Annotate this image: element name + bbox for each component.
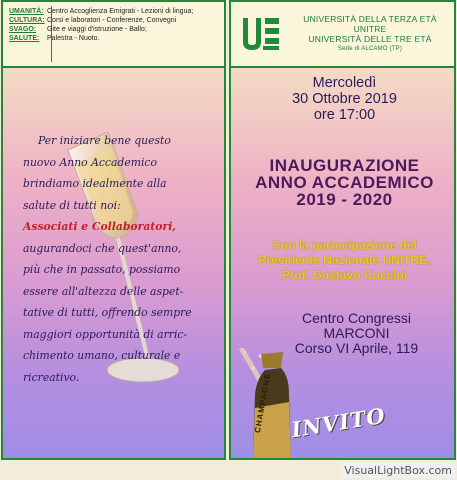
info-key: SALUTE: — [9, 35, 40, 42]
info-row-svago — [9, 26, 147, 34]
services-table — [3, 2, 224, 68]
left-panel — [1, 0, 226, 460]
quote-line: tative di tutti, offrendo sempre — [23, 306, 192, 319]
right-panel — [229, 0, 456, 460]
university-acronym: UNITRE — [353, 24, 387, 34]
participation-line: Presidente Nazionale UNITRE, — [258, 253, 431, 267]
info-row-umanita — [9, 8, 193, 16]
university-name: UNIVERSITÀ DELLA TERZA ETÀ — [303, 14, 437, 24]
participation-line: Prof. Gustavo Cuccini — [281, 268, 408, 282]
info-key: CULTURA: — [9, 17, 45, 24]
university-name-alt: UNIVERSITÀ DELLE TRE ETÀ — [308, 34, 432, 44]
quote-line: nuovo Anno Accademico — [23, 155, 157, 169]
date-time: ore 17:00 — [313, 107, 376, 123]
quote-line: maggiori opportunità di arric- — [23, 327, 188, 341]
quote-line: essere all'altezza delle aspet- — [23, 284, 184, 298]
quote-line: chimento umano, culturale e — [23, 349, 181, 362]
university-location: Sede di ALCAMO (TP) — [337, 46, 403, 52]
date-weekday: Mercoledì — [312, 75, 377, 91]
info-value: Corsi e laboratori - Conferenze, Convegni — [47, 17, 177, 24]
quote-line: Per iniziare bene questo — [38, 134, 171, 147]
info-value: Centro Accoglienza Emigrati - Lezioni di lingua; — [47, 8, 194, 15]
info-value: Gite e viaggi d'istruzione - Ballo; — [47, 26, 147, 33]
info-row-cultura — [9, 17, 176, 25]
title-line: INAUGURAZIONE — [269, 156, 420, 175]
participation-text — [231, 238, 456, 283]
title-line: ANNO ACCADEMICO — [255, 173, 434, 192]
university-header — [231, 2, 454, 68]
quote-line: ricreativo. — [23, 370, 80, 384]
highlight-line: Associati e Collaboratori, — [23, 220, 177, 233]
date-day: 30 Ottobre 2019 — [292, 91, 397, 107]
info-key: SVAGO: — [9, 26, 37, 33]
event-title — [231, 157, 456, 208]
info-row-salute — [9, 35, 100, 43]
quote-line: più che in passato, possiamo — [23, 263, 181, 276]
venue-line: MARCONI — [323, 325, 390, 341]
invito-label: INVITO — [289, 402, 388, 443]
participation-line: Con la partecipazione del — [272, 238, 417, 252]
unitre-logo-icon — [241, 16, 281, 52]
info-value: Palestra - Nuoto. — [47, 35, 100, 42]
quote-line: augurandoci che quest'anno, — [23, 241, 182, 255]
quote-line: brindiamo idealmente alla — [23, 177, 167, 190]
quote-line: salute di tutti noi: — [23, 198, 121, 212]
venue-line: Centro Congressi — [302, 310, 411, 326]
event-date — [231, 75, 456, 123]
venue-line: Corso VI Aprile, 119 — [294, 340, 419, 356]
watermark: VisualLightBox.com — [341, 463, 455, 478]
info-key: UMANITÀ: — [9, 8, 44, 15]
bottle-label: CHAMPAGNE — [253, 372, 273, 434]
greeting-text — [23, 130, 203, 388]
title-line: 2019 - 2020 — [296, 190, 393, 209]
